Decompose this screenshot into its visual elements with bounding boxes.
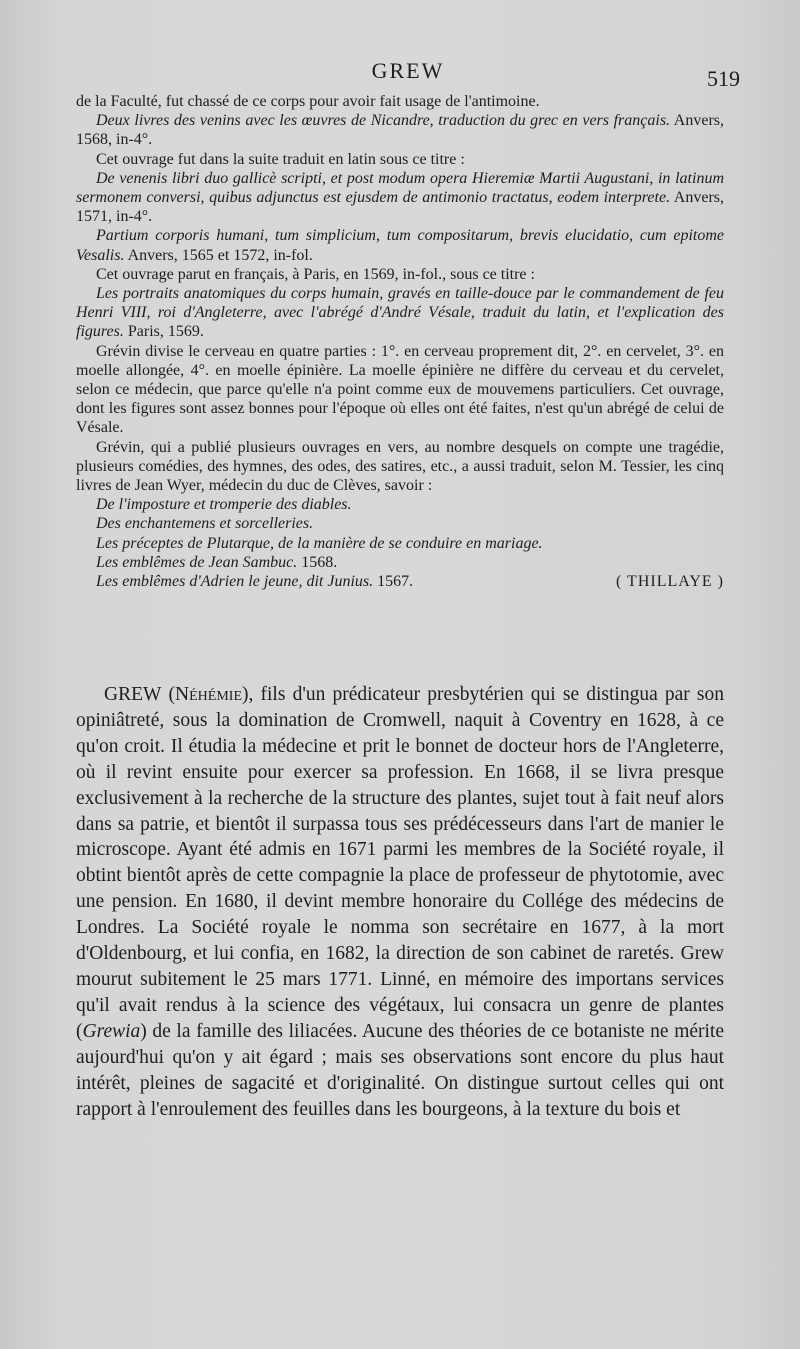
paragraph: de la Faculté, fut chassé de ce corps pour avoir fait usage de l'antimoine.	[76, 93, 540, 110]
entry-headword: GREW	[104, 684, 162, 705]
entry-paragraph: GREW (Néhémie), fils d'un prédicateur presbytérien qui se distingua par son opiniâtreté, sous la domination de Cromwell, naquit à Coventry en 1628, à ce qu'on croit. Il étudia la médecine et prit le bonnet de docteur hors de l'Angleterre, où il revint ensuite pour exercer sa profession. En 1668, il se livra presque exclusivement à la recherche de la structure des plantes, sujet tout à fait neuf alors dans sa patrie, et bientôt il surpassa tous ses prédécesseurs dans l'art de manier le microscope. Ayant été admis en 1671 parmi les membres de la Société royale, il obtint bientôt après de cette compagnie la place de professeur de phytotomie, avec une pension. En 1680, il devint membre honoraire du Collége des médecins de Londres. La Société royale le nomma son secrétaire en 1677, à la mort d'Oldenbourg, et lui confia, en 1682, la direction de son cabinet de raretés. Grew mourut subitement le 25 mars 1771. Linné, en mémoire des importans services qu'il avait rendus à la science des végétaux, lui consacra un genre de plantes (Grewia) de la famille des liliacées. Aucune des théories de ce botaniste ne mérite aujourd'hui qu'on y ait égard ; mais ses observations sont encore du plus haut intérêt, pleines de sagacité et d'originalité. On distingue surtout celles qui ont rapport à l'enroulement des feuilles dans les bourgeons, à la texture du bois et	[76, 684, 724, 1120]
author-signature: ( THILLAYE )	[616, 573, 724, 591]
paragraph: Grévin, qui a publié plusieurs ouvrages en vers, au nombre desquels on compte une tragédie, plusieurs comédies, des hymnes, des odes, des satires, etc., a aussi traduit, selon M. Tessier, les cinq livres de Jean Wyer, médecin du duc de Clèves, savoir :	[76, 438, 724, 495]
reference-item: Des enchantemens et sorcelleries.	[96, 515, 314, 533]
paragraph: Grévin divise le cerveau en quatre parties : 1°. en cerveau proprement dit, 2°. en cervelet, 3°. en moelle allongée, 4°. en moelle épinière. La moelle épinière ne diffère du cerveau et du cervelet, selon ce médecin, que parce qu'elle n'a point comme eux de mouvemens particuliers. Cet ouvrage, dont les figures sont assez bonnes pour l'époque où elles ont été faites, n'est qu'un abrégé de celui de Vésale.	[76, 342, 724, 437]
page-number: 519	[707, 66, 740, 91]
running-title: GREW	[371, 58, 445, 83]
bibliography-item: Les portraits anatomiques du corps humain, gravés en taille-douce par le commandement de feu Henri VIII, roi d'Angleterre, avec l'abrégé d'André Vésale, traduit du latin, et l'explication des figures. Paris, 1569.	[76, 285, 724, 341]
bibliography-item: Partium corporis humani, tum simplicium, tum compositarum, brevis elucidatio, cum epitome Vesalis. Anvers, 1565 et 1572, in-fol.	[76, 227, 724, 264]
previous-entry-text	[76, 92, 724, 591]
paragraph: Cet ouvrage parut en français, à Paris, en 1569, in-fol., sous ce titre :	[96, 265, 535, 283]
running-header	[76, 58, 740, 94]
reference-item: Les préceptes de Plutarque, de la manière de se conduire en mariage.	[96, 534, 543, 552]
reference-item: De l'imposture et tromperie des diables.	[96, 496, 352, 514]
grew-entry	[76, 682, 724, 1122]
bibliography-item: De venenis libri duo gallicè scripti, et post modum opera Hieremiæ Martii Augustani, in latinum sermonem conversi, quibus adjunctus est ejusdem de antimonio tractatus, eodem interprete. Anvers, 1571, in-4°.	[76, 169, 725, 226]
paragraph: Cet ouvrage fut dans la suite traduit en latin sous ce titre :	[96, 150, 465, 168]
entry-forename: (Néhémie)	[161, 684, 249, 705]
genus-name: Grewia	[82, 1020, 141, 1042]
bibliography-item: Deux livres des venins avec les œuvres de Nicandre, traduction du grec en vers français. Anvers, 1568, in-4°.	[76, 112, 725, 149]
reference-item-signed: Les emblêmes d'Adrien le jeune, dit Junius. 1567. ( THILLAYE )	[96, 573, 724, 591]
reference-list	[76, 495, 724, 572]
reference-item: Les emblêmes de Jean Sambuc. 1568.	[96, 553, 338, 571]
